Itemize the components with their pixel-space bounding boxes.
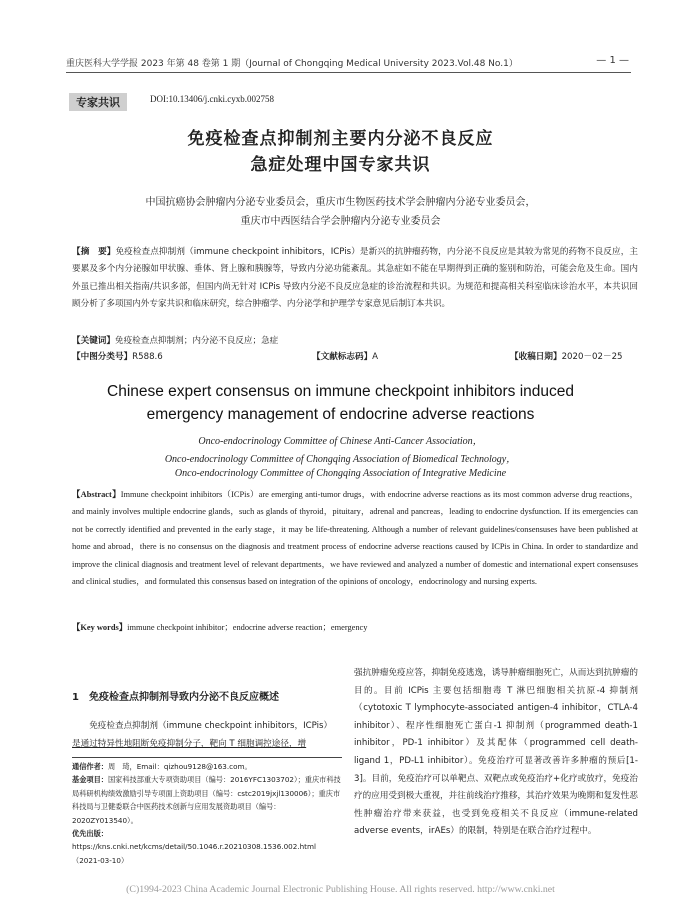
abstract-en-label: 【Abstract】 bbox=[72, 490, 121, 499]
keywords-en bbox=[72, 619, 638, 636]
abstract-en-text: Immune checkpoint inhibitors（ICPis）are emerging anti-tumor drugs，with endocrine adverse reactions as its most common adverse drug reactions，and mainly involves multiple endocrine glands，such as glands of thyroid，pituitary，adrenal and pancreas，leading to endocrine dysfunction. If its emergencies can not be correctly identified and prevented in the early stage，it may be life-threatening. Although a number of relevant guidelines/consensuses have been published at home and abroad，there is no consensus on the diagnosis and treatment process of endocrine adverse reactions caused by ICPis in China. In order to standardize and improve the clinical diagnosis and treatment level of relevant departments，we have reviewed and analyzed a number of domestic and international expert consensuses and clinical studies，and formulated this consensus based on integration of the opinions of oncology，endocrinology and nursing experts. bbox=[72, 490, 638, 587]
title-cn-line-2: 急症处理中国专家共识 bbox=[250, 155, 431, 175]
keywords-cn-label: 【关键词】 bbox=[72, 336, 115, 346]
clc-number bbox=[72, 350, 163, 362]
section-1-right-column: 强抗肿瘤免疫应答，抑制免疫逃逸，诱导肿瘤细胞死亡，从而达到抗肿瘤的目的。目前 ICPis 主要包括细胞毒 T 淋巴细胞相关抗原-4 抑制剂（cytotoxic T lymphocyte-associated antigen-4 inhibitor，CTLA-4 inhibitor）、程序性细胞死亡蛋白-1 抑制剂（programmed death-1 inhibitor，PD-1 inhibitor）及其配体（programmed cell death-ligand 1，PD-L1 inhibitor）。免疫治疗可显著改善许多肿瘤的预后[1-3]。目前，免疫治疗可以单靶点、双靶点或免疫治疗+化疗或放疗，免疫治疗的应用受到极大重视，并往前线治疗推移，其治疗效果为晚期和复发性恶性肿瘤治疗带来获益，也受到免疫相关不良反应（immune-related adverse events，irAEs）的限制，特别是在联合治疗过程中。 bbox=[354, 668, 638, 837]
keywords-cn-text: 免疫检查点抑制剂；内分泌不良反应；急症 bbox=[114, 336, 279, 346]
doc-code-value: A bbox=[372, 352, 379, 362]
title-cn-line-1: 免疫检查点抑制剂主要内分泌不良反应 bbox=[187, 129, 494, 149]
footnote-fund-text: 国家科技部重大专项资助项目（编号：2016YFC1303702）；重庆市科技局科研机构绩效激励引导专项面上资助项目（编号：cstc2019jxjl130006）；重庆市科技局与卫健委联合中医药技术创新与应用发展资助项目（编号：2020ZY013540）。 bbox=[72, 775, 341, 825]
running-header: 重庆医科大学学报 2023 年第 48 卷第 1 期（Journal of Chongqing Medical University 2023.Vol.48 No.1） bbox=[66, 59, 518, 69]
abstract-cn-text: 免疫检查点抑制剂（immune checkpoint inhibitors，ICPis）是新兴的抗肿瘤药物，内分泌不良反应是其较为常见的药物不良反应，主要累及多个内分泌腺如甲状腺、垂体、肾上腺和胰腺等，导致内分泌功能紊乱。其急症如不能在早期得到正确的鉴别和防治，可能会危及生命。国内外虽已推出相关指南/共识多部，但国内尚无针对 ICPis 导致内分泌不良反应急症的诊治流程和共识。为规范和提高相关科室临床诊治水平，本共识回顾分析了多项国内外专家共识和临床研究，综合肿瘤学、内分泌学和护理学专家意见后制订本共识。 bbox=[72, 247, 638, 310]
clc-value: R588.6 bbox=[132, 352, 163, 362]
keywords-en-text: immune checkpoint inhibitor；endocrine adverse reaction；emergency bbox=[127, 623, 368, 632]
footnote-author-label: 通信作者： bbox=[72, 762, 108, 771]
footnote-fund-label: 基金项目： bbox=[72, 775, 108, 785]
document-code bbox=[312, 350, 378, 362]
section-1-left-text-a: 免疫检查点抑制剂（immune checkpoint inhibitors，ICPis） bbox=[89, 721, 333, 731]
section-1-left-column bbox=[72, 718, 342, 753]
clc-label: 【中图分类号】 bbox=[72, 352, 133, 362]
page-number: — 1 — bbox=[596, 55, 629, 66]
section-1-heading: 1 免疫检查点抑制剂导致内分泌不良反应概述 bbox=[72, 692, 279, 703]
title-en-line-2: emergency management of endocrine adverse reactions bbox=[146, 406, 535, 423]
footnote-author bbox=[72, 760, 342, 773]
title-en-line-1: Chinese expert consensus on immune checkpoint inhibitors induced bbox=[107, 383, 574, 400]
doi: DOI:10.13406/j.cnki.cyxb.002758 bbox=[150, 94, 274, 104]
footnote-fund bbox=[72, 773, 342, 827]
footnote-author-text: 周 琦，Email：qizhou9128@163.com。 bbox=[107, 762, 252, 771]
authors-en-line-3: Onco-endocrinology Committee of Chongqing Association of Integrative Medicine bbox=[174, 468, 507, 479]
section-1-left-text-b: 是通过特异性地阻断免疫抑制分子，靶向 T 细胞调控途径，增 bbox=[72, 738, 307, 749]
footnote-online bbox=[72, 827, 342, 867]
abstract-cn-label: 【摘 要】 bbox=[72, 247, 116, 257]
received-value: 2020－02－25 bbox=[561, 352, 623, 362]
authors-cn-line-2: 重庆市中西医结合学会肿瘤内分泌专业委员会 bbox=[240, 216, 441, 227]
authors-en-line-2: Onco-endocrinology Committee of Chongqing Association of Biomedical Technology， bbox=[164, 454, 517, 465]
doc-code-label: 【文献标志码】 bbox=[312, 352, 373, 362]
keywords-en-label: 【Key words】 bbox=[72, 623, 128, 632]
received-label: 【收稿日期】 bbox=[510, 352, 562, 362]
abstract-en bbox=[72, 486, 638, 590]
abstract-cn bbox=[72, 244, 638, 314]
authors-en-line-1: Onco-endocrinology Committee of Chinese Anti-Cancer Association， bbox=[198, 436, 483, 447]
footnote-rule bbox=[72, 757, 342, 758]
received-date bbox=[510, 350, 623, 362]
footnotes bbox=[72, 760, 342, 867]
copyright-line: (C)1994-2023 China Academic Journal Electronic Publishing House. All rights reserved. http://www.cnki.net bbox=[126, 884, 555, 895]
footnote-online-text: https://kns.cnki.net/kcms/detail/50.1046.r.20210308.1536.002.html（2021-03-10） bbox=[72, 842, 316, 865]
section-badge: 专家共识 bbox=[69, 93, 127, 111]
keywords-cn bbox=[72, 334, 638, 346]
authors-cn-line-1: 中国抗癌协会肿瘤内分泌专业委员会，重庆市生物医药技术学会肿瘤内分泌专业委员会， bbox=[145, 197, 536, 208]
header-rule bbox=[66, 72, 631, 73]
footnote-online-label: 优先出版： bbox=[72, 829, 108, 839]
